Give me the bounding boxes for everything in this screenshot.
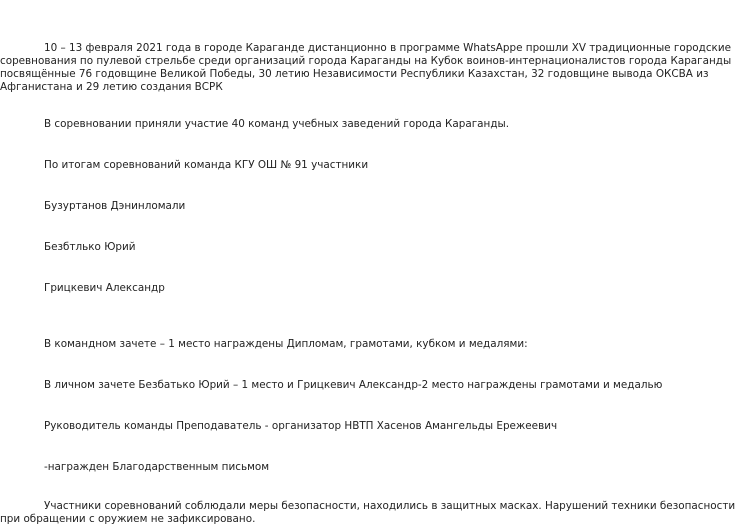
individual-award-paragraph: В личном зачете Безбатько Юрий – 1 место и Грицкевич Александр-2 место награждены грамотами и медалью [44, 379, 663, 391]
participation-paragraph: В соревновании приняли участие 40 команд учебных заведений города Караганды. [44, 118, 510, 130]
intro-line-2: соревнования по пулевой стрельбе среди организаций города Караганды на Кубок воинов-интернационалистов города Караганды [0, 55, 732, 67]
team-award-paragraph: В командном зачете – 1 место награждены Дипломам, грамотами, кубком и медалями: [44, 338, 528, 350]
intro-line-3: посвящённые 76 годовщине Великой Победы, 30 летию Независимости Республики Казахстан, 32 годовщине вывода ОКСВА из [0, 68, 709, 80]
team-leader-paragraph: Руководитель команды Преподаватель - организатор НВТП Хасенов Амангельды Ережеевич [44, 420, 558, 432]
participant-name-1: Бузуртанов Дэнинломали [44, 200, 186, 212]
leader-award-paragraph: -награжден Благодарственным письмом [44, 461, 270, 473]
participant-name-3: Грицкевич Александр [44, 282, 165, 294]
safety-line-2: при обращении с оружием не зафиксировано. [0, 513, 256, 525]
intro-line-1: 10 – 13 февраля 2021 года в городе Караганде дистанционно в программе WhatsAppe прошли XV традиционные городские [44, 42, 731, 54]
intro-line-4: Афганистана и 29 летию создания ВСРК [0, 81, 223, 93]
results-paragraph: По итогам соревнований команда КГУ ОШ № 91 участники [44, 159, 369, 171]
safety-line-1: Участники соревнований соблюдали меры безопасности, находились в защитных масках. Нарушений техники безопасности [44, 500, 735, 512]
participant-name-2: Безбтлько Юрий [44, 241, 136, 253]
